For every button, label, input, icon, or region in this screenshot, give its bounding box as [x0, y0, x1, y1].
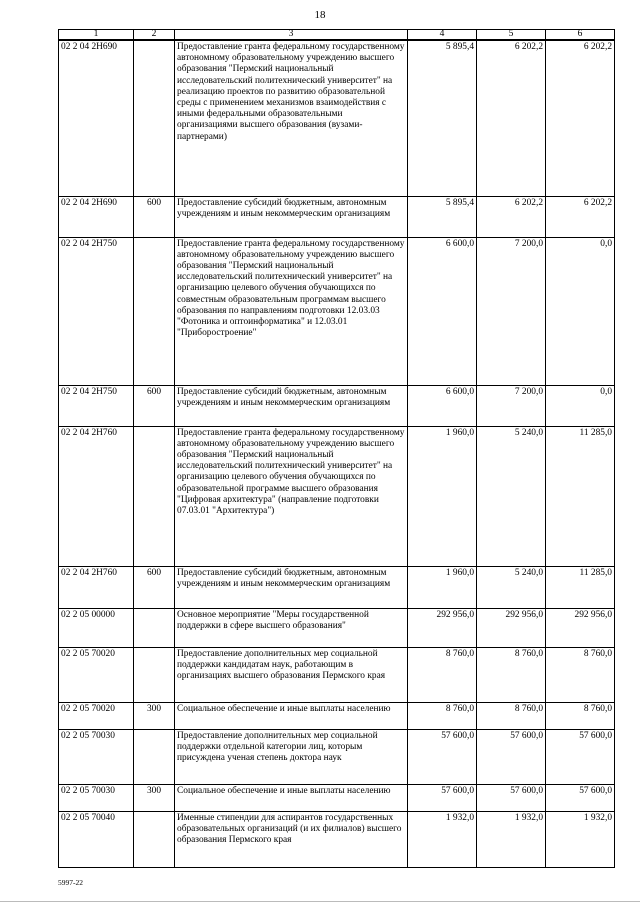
row-code: 02 2 04 2Н750 — [59, 237, 134, 385]
row-value-3: 1 932,0 — [546, 811, 615, 867]
row-name: Предоставление гранта федеральному государственному автономному образовательному учреждению высшего образования "Пермский национальный исследовательский политехнический университет" на реализацию проектов по развитию образовательной среды с применением механизмов взаимодействия с иными федеральными образовательными организациями высшего образования (вузами-партнерами) — [175, 40, 408, 196]
header-col-2: 2 — [134, 30, 175, 41]
row-type: 600 — [134, 566, 175, 608]
table-row — [59, 385, 615, 426]
table-row — [59, 811, 615, 867]
row-code: 02 2 05 70030 — [59, 729, 134, 784]
row-code: 02 2 04 2Н690 — [59, 196, 134, 237]
row-code: 02 2 04 2Н750 — [59, 385, 134, 426]
row-name: Основное мероприятие "Меры государственной поддержки в сфере высшего образования" — [175, 608, 408, 647]
page-number: 18 — [314, 9, 326, 21]
row-value-1: 8 760,0 — [408, 647, 477, 702]
table-row — [59, 729, 615, 784]
table-row — [59, 784, 615, 811]
row-code: 02 2 05 70020 — [59, 702, 134, 729]
row-value-2: 8 760,0 — [477, 647, 546, 702]
row-value-2: 57 600,0 — [477, 784, 546, 811]
row-value-1: 1 932,0 — [408, 811, 477, 867]
row-value-1: 8 760,0 — [408, 702, 477, 729]
row-value-3: 11 285,0 — [546, 426, 615, 566]
row-name: Предоставление субсидий бюджетным, автономным учреждениям и иным некоммерческим организациям — [175, 566, 408, 608]
table-row — [59, 566, 615, 608]
table-row — [59, 702, 615, 729]
row-value-1: 5 895,4 — [408, 40, 477, 196]
row-value-2: 5 240,0 — [477, 426, 546, 566]
row-code: 02 2 04 2Н690 — [59, 40, 134, 196]
table-row — [59, 426, 615, 566]
row-value-3: 292 956,0 — [546, 608, 615, 647]
row-name: Предоставление субсидий бюджетным, автономным учреждениям и иным некоммерческим организациям — [175, 385, 408, 426]
row-code: 02 2 05 70020 — [59, 647, 134, 702]
row-type: 300 — [134, 784, 175, 811]
row-value-1: 1 960,0 — [408, 566, 477, 608]
row-value-3: 8 760,0 — [546, 647, 615, 702]
header-col-1: 1 — [59, 30, 134, 41]
budget-table — [58, 29, 615, 868]
row-value-3: 57 600,0 — [546, 729, 615, 784]
row-value-1: 6 600,0 — [408, 237, 477, 385]
row-value-2: 57 600,0 — [477, 729, 546, 784]
row-value-1: 1 960,0 — [408, 426, 477, 566]
row-code: 02 2 05 70040 — [59, 811, 134, 867]
row-value-2: 8 760,0 — [477, 702, 546, 729]
row-name: Предоставление гранта федеральному государственному автономному образовательному учреждению высшего образования "Пермский национальный исследовательский политехнический университет" на организацию целевого обучения обучающихся по образовательной программе высшего образования "Цифровая архитектура" (направление подготовки 07.03.01 "Архитектура") — [175, 426, 408, 566]
row-type: 600 — [134, 196, 175, 237]
row-code: 02 2 05 00000 — [59, 608, 134, 647]
row-value-1: 292 956,0 — [408, 608, 477, 647]
row-code: 02 2 04 2Н760 — [59, 426, 134, 566]
row-value-2: 5 240,0 — [477, 566, 546, 608]
table-row — [59, 608, 615, 647]
row-type: 600 — [134, 385, 175, 426]
row-type — [134, 40, 175, 196]
row-type — [134, 729, 175, 784]
table-header-row — [59, 30, 615, 41]
row-type — [134, 647, 175, 702]
row-type: 300 — [134, 702, 175, 729]
row-name: Предоставление гранта федеральному государственному автономному образовательному учреждению высшего образования "Пермский национальный исследовательский политехнический университет" на организацию целевого обучения обучающихся по совместным образовательным программам высшего образования по направлениям подготовки 12.03.03 "Фотоника и оптоинформатика" и 12.03.01 "Приборостроение" — [175, 237, 408, 385]
row-value-1: 57 600,0 — [408, 784, 477, 811]
row-value-1: 5 895,4 — [408, 196, 477, 237]
table-row — [59, 196, 615, 237]
row-name: Предоставление субсидий бюджетным, автономным учреждениям и иным некоммерческим организациям — [175, 196, 408, 237]
row-value-2: 6 202,2 — [477, 196, 546, 237]
row-value-2: 7 200,0 — [477, 385, 546, 426]
header-col-3: 3 — [175, 30, 408, 41]
row-value-2: 292 956,0 — [477, 608, 546, 647]
header-col-6: 6 — [546, 30, 615, 41]
row-value-1: 6 600,0 — [408, 385, 477, 426]
header-col-5: 5 — [477, 30, 546, 41]
table-row — [59, 40, 615, 196]
row-value-2: 6 202,2 — [477, 40, 546, 196]
row-value-2: 7 200,0 — [477, 237, 546, 385]
row-name: Социальное обеспечение и иные выплаты населению — [175, 784, 408, 811]
row-value-1: 57 600,0 — [408, 729, 477, 784]
row-type — [134, 608, 175, 647]
header-col-4: 4 — [408, 30, 477, 41]
row-value-2: 1 932,0 — [477, 811, 546, 867]
row-name: Предоставление дополнительных мер социальной поддержки отдельной категории лиц, которым присуждена ученая степень доктора наук — [175, 729, 408, 784]
row-name: Предоставление дополнительных мер социальной поддержки кандидатам наук, работающим в организациях высшего образования Пермского края — [175, 647, 408, 702]
row-value-3: 11 285,0 — [546, 566, 615, 608]
table-row — [59, 647, 615, 702]
row-value-3: 0,0 — [546, 385, 615, 426]
row-type — [134, 237, 175, 385]
row-name: Социальное обеспечение и иные выплаты населению — [175, 702, 408, 729]
table-row — [59, 237, 615, 385]
row-code: 02 2 04 2Н760 — [59, 566, 134, 608]
row-value-3: 57 600,0 — [546, 784, 615, 811]
row-code: 02 2 05 70030 — [59, 784, 134, 811]
row-value-3: 8 760,0 — [546, 702, 615, 729]
document-footer-code: 5997-22 — [58, 878, 83, 887]
row-type — [134, 426, 175, 566]
row-value-3: 0,0 — [546, 237, 615, 385]
row-value-3: 6 202,2 — [546, 196, 615, 237]
scan-edge-line — [0, 901, 640, 902]
row-type — [134, 811, 175, 867]
row-name: Именные стипендии для аспирантов государственных образовательных организаций (и их филиалов) высшего образования Пермского края — [175, 811, 408, 867]
row-value-3: 6 202,2 — [546, 40, 615, 196]
